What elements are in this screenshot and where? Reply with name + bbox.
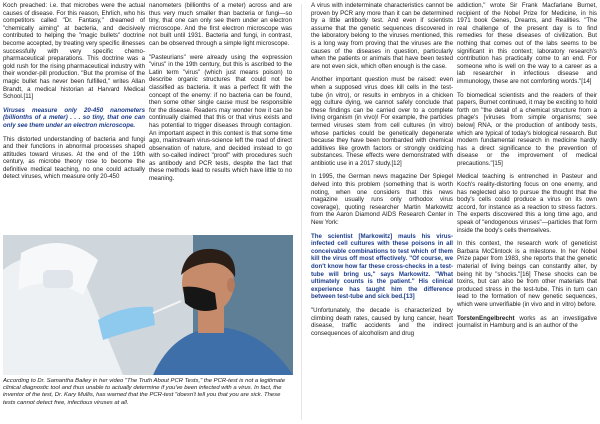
paragraph: Koch preached: i.e. that microbes were the actual causes of disease. For this reason, Ehrlich, who his competitors called "Dr. Fantasy," dreamed of "chemically aiming" at bacteria, and decisively contributed to helping the "magic bullets" doctrine become accepted, by treating very specific illnesses successfully with very specific chemo-pharmaceutical preparations. This doctrine was a gold rush for the rising pharmaceutical industry with their wonder-pill production. "But the promise of the magic bullet has never been fulfilled," writes Allan Brandt, a medical historian at Harvard Medical School.[11] xyxy=(3,2,145,101)
paragraph: "Unfortunately, the decade is characterized by climbing death rates, caused by lung cancer, heart disease, traffic accidents and the indirect consequences of alcoholism and drug xyxy=(311,306,453,337)
pcr-test-photo xyxy=(3,235,293,375)
paragraph: In this context, the research work of geneticist Barbara McClintock is a milestone. In her Nobel Prize paper from 1983, she reports that the genetic material of living beings can constantly alter, by being hit by "shocks."[16] These shocks can be toxins, but can also be from other materials that produced stress in the test-tube. This in turn can lead to the formation of new genetic sequences, which were unverifiable (in vivo and in vitro) before. xyxy=(457,240,597,308)
article-column-3 xyxy=(311,2,453,343)
photo-caption: According to Dr. Samantha Bailey in her video "The Truth About PCR Tests," the PCR-test is not a legitimate clinical diagnostic tool and thus unable to actually determine if you've been infected with a virus. In fact, the inventor of the test, Dr. Kary Mullis, has warned that the PCR-test "doesn't tell you that you are sick. These tests cannot detect free, infectious viruses at all. xyxy=(3,378,286,406)
paragraph: This distorted understanding of bacteria and fungi and their functions in abnormal processes shaped attitudes toward viruses. At the end of the 19th century, as microbe theory rose to become the definitive medical teaching, no one could actually detect viruses, which measure only 20-450 xyxy=(3,135,145,181)
photo-illustration xyxy=(3,235,293,375)
article-column-1 xyxy=(3,2,145,187)
block-quote: The scientist [Markowitz] mauls his virus-infected cell cultures with these poisons in all conceivable combinations to test which of them kill the virus off most effectively. "Of course, we don't know how far these cross-checks in a test-tube will bring us," says Markowitz. "What ultimately counts is the patient." His clinical experience has taught him the difference between test-tube and sick bed.[13] xyxy=(311,232,453,301)
article-column-2 xyxy=(149,2,292,189)
paragraph: Another important question must be raised: even when a supposed virus does kill cells in the test-tube (in vitro), or results in embryos in a chicken egg culture dying, we cannot safely conclude that these findings can be carried over to a complete living organism (in vivo)! For example, the particles termed viruses stem from cell cultures (in vitro) whose particles could be genetically degenerate because they have been bombarded with chemical additives like growth factors or strongly oxidizing substances. These effects were demonstrated with antibiotic use in a 2017 study.[12] xyxy=(311,76,453,167)
patient-ear xyxy=(227,278,235,292)
paragraph: To biomedical scientists and the readers of their papers, Burnet continued, it may be exciting to hold forth on "the detail of a chemical structure from a phage's [viruses from simple organisms; see below] RNA, or the production of antibody tests, which are typical of today's biological research. But modern fundamental research in medicine hardly has a direct significance to the prevention of disease or the improvement of medical precautions."[15] xyxy=(457,91,597,167)
paragraph: A virus with indeterminate characteristics cannot be proven by PCR any more than it can be determined by a little antibody test. And even if scientists assume that the genetic sequences discovered in the laboratory belong to the viruses mentioned, this is a long way from proving that the viruses are the causes of the diseases in question, particularly when the patients or animals that have been tested are not even sick, which often enough is the case. xyxy=(311,2,453,70)
paragraph: Medical teaching is entrenched in Pasteur and Koch's reality-distorting focus on one enemy, and has neglected also to pursue the thought that the body's cells could produce a virus on its own accord, for instance as a reaction to stress factors. The experts discovered this a long time ago, and speak of "endogenous viruses"—particles that form inside the body's cells themselves. xyxy=(457,173,597,234)
face-mask xyxy=(43,270,73,288)
pull-quote: Viruses measure only 20-450 nanometers (billionths of a meter) . . . so tiny, that one can only see them under an electron microscope. xyxy=(3,106,145,129)
author-bio xyxy=(457,315,597,330)
author-bio-text: works as an investigative journalist in Hamburg and is an author of the xyxy=(457,314,597,330)
paragraph: addiction," wrote Sir Frank Macfarlane Burnet, recipient of the Nobel Prize for Medicine, in his 1971 book Genes, Dreams, and Realities. "The real challenge of the present day is to find remedies for these diseases of civilization. But nothing that comes out of the labs seems to be significant in this context; laboratory research's contribution has practically come to an end. For someone who is well on the way to a career as a lab researcher in infectious disease and immunology, these are not comforting words."[14] xyxy=(457,2,597,85)
author-name: TorstenEngelbrecht xyxy=(457,314,515,322)
paragraph: "Pasteurians" were already using the expression "virus" in the 19th century, but this is ascribed to the Latin term "virus" (which just means poison) to describe organic structures that could not be classified as bacteria. It was a perfect fit with the concept of the enemy: if no bacteria can be found, then some other single cause must be responsible for the disease. Readers may wonder how it can be continually claimed that this or that virus exists and has potential to trigger diseases through contagion. An important aspect in this context is that some time ago, mainstream virus-science left the road of direct observation of nature, and decided instead to go with so-called indirect "proof" with procedures such as antibody and PCR tests, despite the fact that these methods lead to results which have little to no meaning. xyxy=(149,53,292,183)
article-column-4 xyxy=(457,2,597,336)
paragraph: nanometers (billionths of a meter) across and are thus very much smaller than bacteria or fungi—so tiny, that one can only see them under an electron microscope. And the first electron microscope was not built until 1931. Bacteria and fungi, in contrast, can be observed through a simple light microscope. xyxy=(149,2,292,47)
paragraph: In 1995, the German news magazine Der Spiegel delved into this problem (something that is worth noting, when one considers that this news magazine usually runs only orthodox virus coverage), quoting researcher Martin Markowitz from the Aaron Diamond AIDS Research Center in New York: xyxy=(311,173,453,227)
column-divider xyxy=(301,4,302,420)
